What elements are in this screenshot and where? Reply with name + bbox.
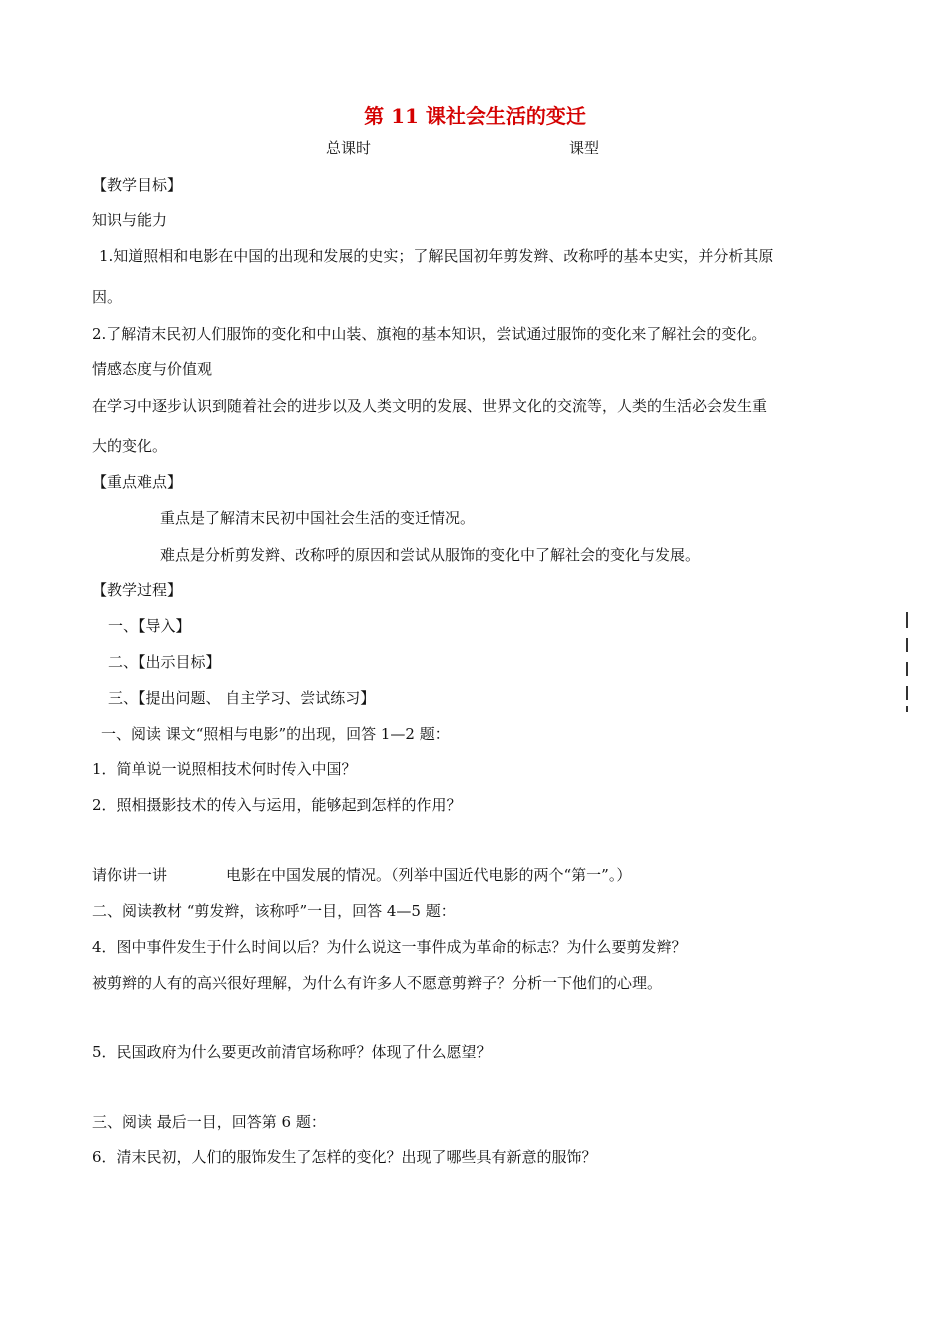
key-point: 重点是了解清末民初中国社会生活的变迁情况。 [160, 509, 476, 527]
page-title: 第 11 课社会生活的变迁 [364, 104, 586, 128]
objective-item-1-line-2: 因。 [92, 288, 123, 306]
question-4: 4．图中事件发生于什么时间以后？为什么说这一事件成为革命的标志？为什么要剪发辫？ [92, 938, 687, 956]
emotion-heading: 情感态度与价值观 [92, 360, 213, 378]
emotion-line-1: 在学习中逐步认识到随着社会的进步以及人类文明的发展、世界文化的交流等，人类的生活必会发生重 [92, 397, 768, 415]
difficult-point: 难点是分析剪发辫、改称呼的原因和尝试从服饰的变化中了解社会的变化与发展。 [160, 546, 701, 564]
objective-item-2: 2.了解清末民初人们服饰的变化和中山装、旗袍的基本知识，尝试通过服饰的变化来了解社会的变化。 [92, 325, 767, 343]
total-hours-label: 总课时 [326, 139, 372, 157]
process-step-1: 一、【导入】 [108, 617, 191, 635]
binding-mark [906, 662, 908, 676]
process-heading: 【教学过程】 [92, 581, 183, 599]
question-1: 1．简单说一说照相技术何时传入中国？ [92, 760, 357, 778]
process-step-2: 二、【出示目标】 [108, 653, 221, 671]
question-4-followup: 被剪辫的人有的高兴很好理解，为什么有许多人不愿意剪辫子？分析一下他们的心理。 [92, 974, 663, 992]
lesson-type-label: 课型 [569, 139, 600, 157]
emotion-line-2: 大的变化。 [92, 437, 168, 455]
objective-item-1-line-1: 1.知道照相和电影在中国的出现和发展的史实；了解民国初年剪发辫、改称呼的基本史实，并分析其原 [99, 247, 774, 265]
objectives-heading: 【教学目标】 [92, 176, 183, 194]
knowledge-heading: 知识与能力 [92, 211, 168, 229]
reading-3-instruction: 三、阅读 最后一目，回答第 6 题： [92, 1113, 326, 1131]
question-5: 5．民国政府为什么要更改前清官场称呼？体现了什么愿望？ [92, 1043, 492, 1061]
question-6: 6．清末民初，人们的服饰发生了怎样的变化？出现了哪些具有新意的服饰？ [92, 1148, 597, 1166]
reading-2-instruction: 二、阅读教材 “剪发辫，该称呼”一目，回答 4—5 题： [92, 902, 456, 920]
binding-mark [906, 612, 908, 628]
process-step-3: 三、【提出问题、 自主学习、尝试练习】 [108, 689, 376, 707]
binding-mark [906, 686, 908, 700]
question-2: 2．照相摄影技术的传入与运用，能够起到怎样的作用？ [92, 796, 462, 814]
binding-mark [906, 638, 908, 652]
question-3-part-2: 电影在中国发展的情况。（列举中国近代电影的两个“第一”。） [226, 866, 632, 884]
question-3-part-1: 请你讲一讲 [92, 866, 168, 884]
binding-mark [906, 706, 908, 712]
key-points-heading: 【重点难点】 [92, 473, 183, 491]
reading-1-instruction: 一、阅读 课文“照相与电影”的出现，回答 1—2 题： [101, 725, 450, 743]
